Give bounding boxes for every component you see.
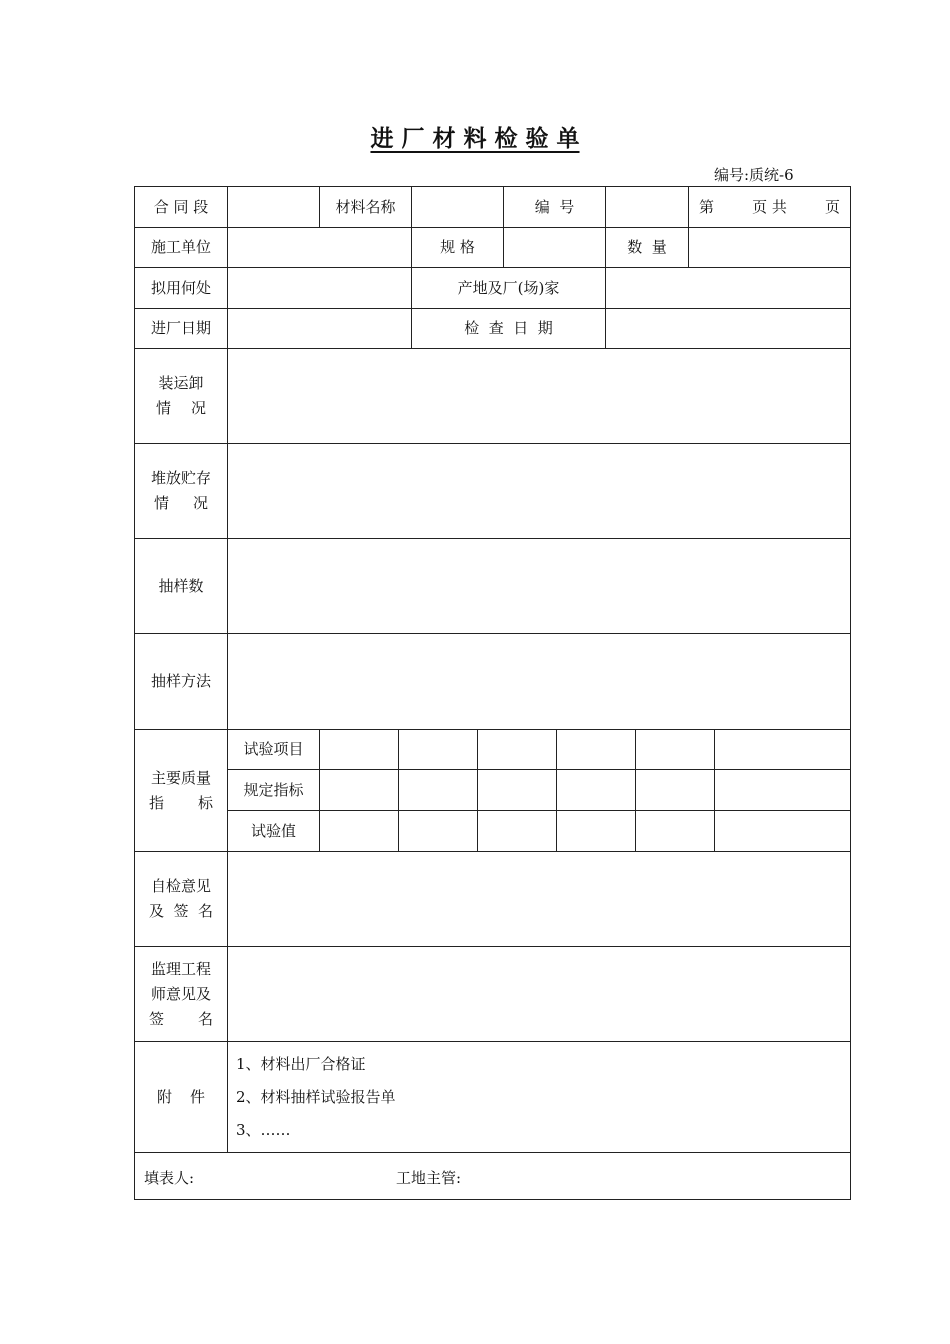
origin-maker-value[interactable]	[606, 268, 850, 308]
origin-maker-label: 产地及厂(场)家	[457, 278, 560, 297]
contract-section-value[interactable]	[228, 187, 319, 227]
page-first-text: 第	[699, 197, 715, 216]
self-check-line2b: 签	[173, 902, 189, 920]
check-date-label: 检 查 日 期	[464, 319, 553, 337]
attachment-item: 2、材料抽样试验报告单	[236, 1088, 396, 1106]
page-middle-text: 页 共	[752, 197, 787, 216]
construction-unit-value[interactable]	[228, 228, 411, 267]
storage-label-line1: 堆放贮存	[150, 469, 211, 487]
supervisor-line2: 师意见及	[150, 984, 211, 1003]
col-line	[714, 729, 715, 851]
col-line	[635, 729, 636, 851]
table-border-right	[850, 186, 851, 1200]
row-line	[134, 1152, 851, 1153]
page-last-text: 页	[824, 197, 840, 216]
sample-count-label: 抽样数	[158, 576, 204, 595]
row-line	[227, 810, 851, 811]
construction-unit-label: 施工单位	[150, 238, 211, 256]
entry-date-label: 进厂日期	[150, 319, 211, 337]
self-check-line1: 自检意见	[150, 877, 211, 895]
spec-value[interactable]	[504, 228, 605, 267]
attachment-item: 1、材料出厂合格证	[236, 1055, 366, 1073]
supervisor-label	[135, 947, 227, 1041]
self-check-label	[135, 852, 227, 946]
intended-use-value[interactable]	[228, 268, 411, 308]
row-line	[227, 769, 851, 770]
attachments-label-a: 附	[157, 1087, 173, 1106]
loading-label	[135, 349, 227, 443]
row-line	[134, 1041, 851, 1042]
quantity-value[interactable]	[689, 228, 850, 267]
entry-date-value[interactable]	[228, 309, 411, 348]
quality-label	[135, 730, 227, 851]
filler-label: 填表人:	[144, 1169, 195, 1187]
intended-use-label: 拟用何处	[150, 278, 211, 297]
quality-label-line2b: 标	[197, 793, 213, 812]
attachments-label	[135, 1042, 227, 1152]
supervisor-value[interactable]	[228, 947, 850, 1041]
material-name-value[interactable]	[412, 187, 503, 227]
number-value[interactable]	[606, 187, 688, 227]
supervisor-line3b: 名	[197, 1009, 213, 1028]
check-date-value[interactable]	[606, 309, 850, 348]
loading-label-line1: 装运卸	[158, 374, 204, 392]
sample-count-value[interactable]	[228, 539, 850, 633]
storage-label	[135, 444, 227, 538]
attachments-label-b: 件	[189, 1087, 205, 1106]
col-line	[319, 729, 320, 851]
sample-method-label: 抽样方法	[150, 672, 211, 690]
col-line	[477, 729, 478, 851]
table-border-bottom	[134, 1199, 851, 1200]
col-line	[398, 729, 399, 851]
storage-label-line2b: 况	[192, 494, 208, 512]
page-indicator	[689, 187, 850, 227]
spec-index-label: 规定指标	[243, 780, 304, 799]
test-value-label: 试验值	[250, 821, 296, 840]
quality-label-line1: 主要质量	[150, 768, 211, 787]
loading-label-line2b: 况	[190, 399, 206, 417]
self-check-line2a: 及	[149, 902, 165, 920]
form-title: 进 厂 材 料 检 验 单	[370, 125, 580, 152]
col-line	[556, 729, 557, 851]
self-check-value[interactable]	[228, 852, 850, 946]
number-label: 编 号	[534, 197, 575, 216]
site-manager-label: 工地主管:	[396, 1169, 462, 1187]
supervisor-line1: 监理工程	[150, 959, 211, 978]
loading-label-line2a: 情	[156, 399, 172, 417]
supervisor-line3a: 签	[149, 1009, 165, 1028]
storage-label-line2a: 情	[154, 494, 170, 512]
self-check-line2c: 名	[197, 902, 213, 920]
quantity-label: 数 量	[627, 238, 667, 256]
test-item-label: 试验项目	[243, 740, 304, 758]
form-code: 编号:质统-6	[714, 166, 794, 184]
contract-section-label: 合 同 段	[153, 197, 209, 216]
material-name-label: 材料名称	[335, 197, 396, 216]
quality-label-line2a: 指	[149, 793, 165, 812]
storage-value[interactable]	[228, 444, 850, 538]
sample-method-value[interactable]	[228, 634, 850, 729]
spec-label: 规 格	[440, 238, 475, 256]
attachment-item: 3、……	[236, 1121, 291, 1139]
loading-value[interactable]	[228, 349, 850, 443]
